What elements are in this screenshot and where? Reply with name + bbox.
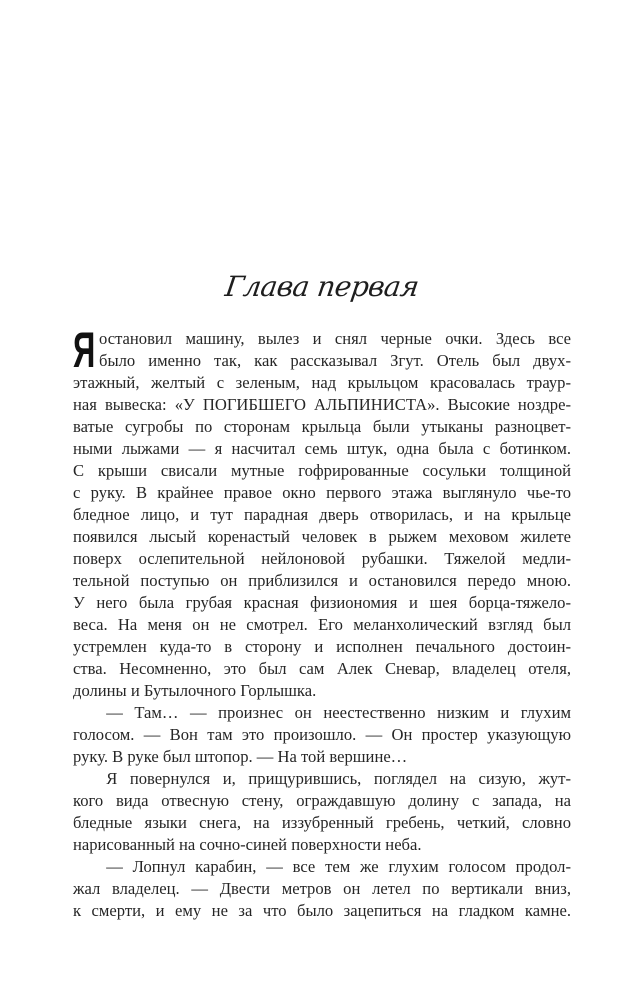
text-line: голосом. — Вон там это произошло. — Он простер указующую [73,725,571,744]
text-line: ная вывеска: «У ПОГИБШЕГО АЛЬПИНИСТА». Высокие ноздре- [73,395,571,414]
drop-cap: Я [73,322,96,378]
text-line: бледные языки снега, на иззубренный гребень, четкий, словно [73,813,571,832]
text-line: устремлен куда-то в сторону и исполнен печального достоин- [73,637,571,656]
text-line: руку. В руке был штопор. — На той вершине… [73,747,408,766]
text-line: кого вида отвесную стену, ограждавшую долину с запада, на [73,791,571,810]
text-line: остановил машину, вылез и снял черные очки. Здесь все [99,329,571,348]
text-line: У него была грубая красная физиономия и шея борца-тяжело- [73,593,571,612]
text-line: было именно так, как рассказывал Згут. Отель был двух- [99,351,571,370]
text-line: этажный, желтый с зеленым, над крыльцом красовалась траур- [73,373,571,392]
text-line: С крыши свисали мутные гофрированные сосульки толщиной [73,461,571,480]
text-line: появился лысый коренастый человек в рыжем меховом жилете [73,527,571,546]
text-line: нарисованный на сочно-синей поверхности неба. [73,835,422,854]
text-line: с руку. В крайнее правое окно первого этажа выглянуло чье-то [73,483,571,502]
text-line: веса. На меня он не смотрел. Его меланхолический взгляд был [73,615,571,634]
text-line: — Лопнул карабин, — все тем же глухим голосом продол- [106,857,571,876]
text-line: поверх ослепительной нейлоновой рубашки. Тяжелой медли- [73,549,571,568]
text-line: ства. Несомненно, это был сам Алек Сневар, владелец отеля, [73,659,571,678]
text-line: долины и Бутылочного Горлышка. [73,681,317,700]
text-line: ными лыжами — я насчитал семь штук, одна была с ботинком. [73,439,571,458]
text-line: жал владелец. — Двести метров он летел по вертикали вниз, [73,879,571,898]
chapter-title: Глава первая [223,270,421,303]
body-text [73,322,571,922]
text-line: бледное лицо, и тут парадная дверь отворилась, и на крыльце [73,505,571,524]
text-line: к смерти, и ему не за что было зацепиться на гладком камне. [73,901,571,920]
text-line: — Там… — произнес он неестественно низким и глухим [106,703,571,722]
text-line: тельной поступью он приблизился и остановился передо мною. [73,571,571,590]
text-line: ватые сугробы по сторонам крыльца были утыканы разноцвет- [73,417,571,436]
text-line: Я повернулся и, прищурившись, поглядел на сизую, жут- [106,769,571,788]
